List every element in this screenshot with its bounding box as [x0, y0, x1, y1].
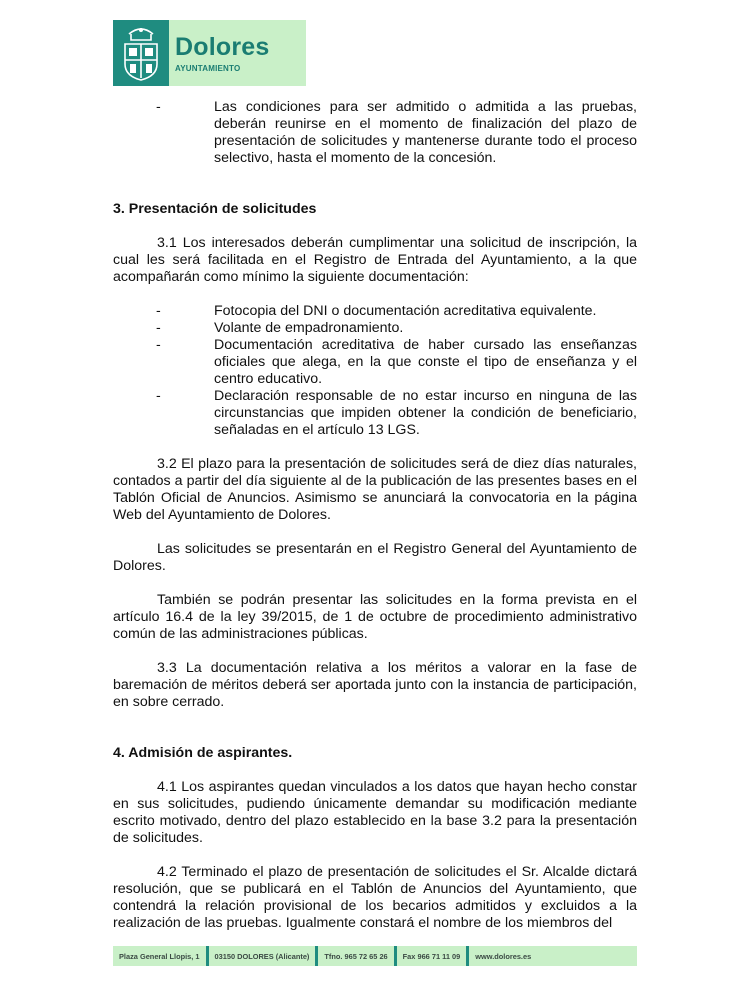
paragraph-3-1: 3.1 Los interesados deberán cumplimentar una solicitud de inscripción, la cual les será facilitada en el Registro de Entrada del Ayuntamiento, a la que acompañarán como mínimo la siguiente documentación:: [113, 235, 637, 285]
list-item: [113, 337, 637, 388]
coat-of-arms-icon: [113, 20, 169, 86]
section-3-heading: 3. Presentación de solicitudes: [113, 201, 317, 217]
logo-text: [169, 20, 269, 86]
list-dash: -: [156, 337, 161, 353]
conditions-list: [113, 99, 637, 167]
footer-bar: [113, 946, 637, 966]
logo-name: Dolores: [175, 32, 270, 61]
paragraph-3-3: 3.3 La documentación relativa a los méritos a valorar en la fase de baremación de méritos deberá ser aportada junto con la instancia de participación, en sobre cerrado.: [113, 660, 637, 710]
municipal-logo: [113, 20, 306, 86]
documentation-list: [113, 303, 637, 439]
list-item: [113, 303, 637, 320]
paragraph-3-2-registry: Las solicitudes se presentarán en el Registro General del Ayuntamiento de Dolores.: [113, 541, 637, 574]
list-item: [113, 388, 637, 439]
list-item-text: Las condiciones para ser admitido o admitida a las pruebas, deberán reunirse en el momento de finalización del plazo de presentación de solicitudes y mantenerse durante todo el proceso selectivo, hasta el momento de la concesión.: [214, 99, 637, 166]
paragraph-4-1: 4.1 Los aspirantes quedan vinculados a los datos que hayan hecho constar en sus solicitudes, pudiendo únicamente demandar su modificación mediante escrito motivado, dentro del plazo establecido en la base 3.2 para la presentación de solicitudes.: [113, 779, 637, 846]
footer-phone: Tfno. 965 72 65 26: [324, 951, 388, 961]
paragraph-3-2: 3.2 El plazo para la presentación de solicitudes será de diez días naturales, contados a partir del día siguiente al de la publicación de las presentes bases en el Tablón Oficial de Anuncios. Asimismo se anunciará la convocatoria en la página Web del Ayuntamiento de Dolores.: [113, 456, 637, 523]
list-item-text: Fotocopia del DNI o documentación acreditativa equivalente.: [214, 303, 597, 319]
footer-address: Plaza General Llopis, 1: [119, 951, 200, 961]
list-item-text: Declaración responsable de no estar incurso en ninguna de las circunstancias que impiden obtener la condición de beneficiario, señaladas en el artículo 13 LGS.: [214, 388, 637, 438]
paragraph-4-2: 4.2 Terminado el plazo de presentación de solicitudes el Sr. Alcalde dictará resolución, que se publicará en el Tablón de Anuncios del Ayuntamiento, que contendrá la relación provisional de los becarios admitidos y excluidos a la realización de las pruebas. Igualmente constará el nombre de los miembros del: [113, 864, 637, 931]
list-dash: -: [156, 388, 161, 404]
document-body: [113, 99, 637, 932]
footer-web: www.dolores.es: [475, 951, 532, 961]
list-dash: -: [156, 320, 161, 336]
footer-postal: 03150 DOLORES (Alicante): [214, 951, 310, 961]
logo-subtitle: AYUNTAMIENTO: [175, 63, 241, 73]
list-item-text: Documentación acreditativa de haber cursado las enseñanzas oficiales que alega, en la que conste el tipo de enseñanza y el centro educativo.: [214, 337, 637, 387]
list-item: [113, 99, 637, 167]
list-dash: -: [156, 99, 161, 115]
section-4-heading: 4. Admisión de aspirantes.: [113, 745, 293, 761]
list-item-text: Volante de empadronamiento.: [214, 320, 404, 336]
footer-fax: Fax 966 71 11 09: [402, 951, 461, 961]
list-dash: -: [156, 303, 161, 319]
paragraph-3-2-legal: También se podrán presentar las solicitudes en la forma prevista en el artículo 16.4 de la ley 39/2015, de 1 de octubre de procedimiento administrativo común de las administraciones públicas.: [113, 592, 637, 642]
list-item: [113, 320, 637, 337]
